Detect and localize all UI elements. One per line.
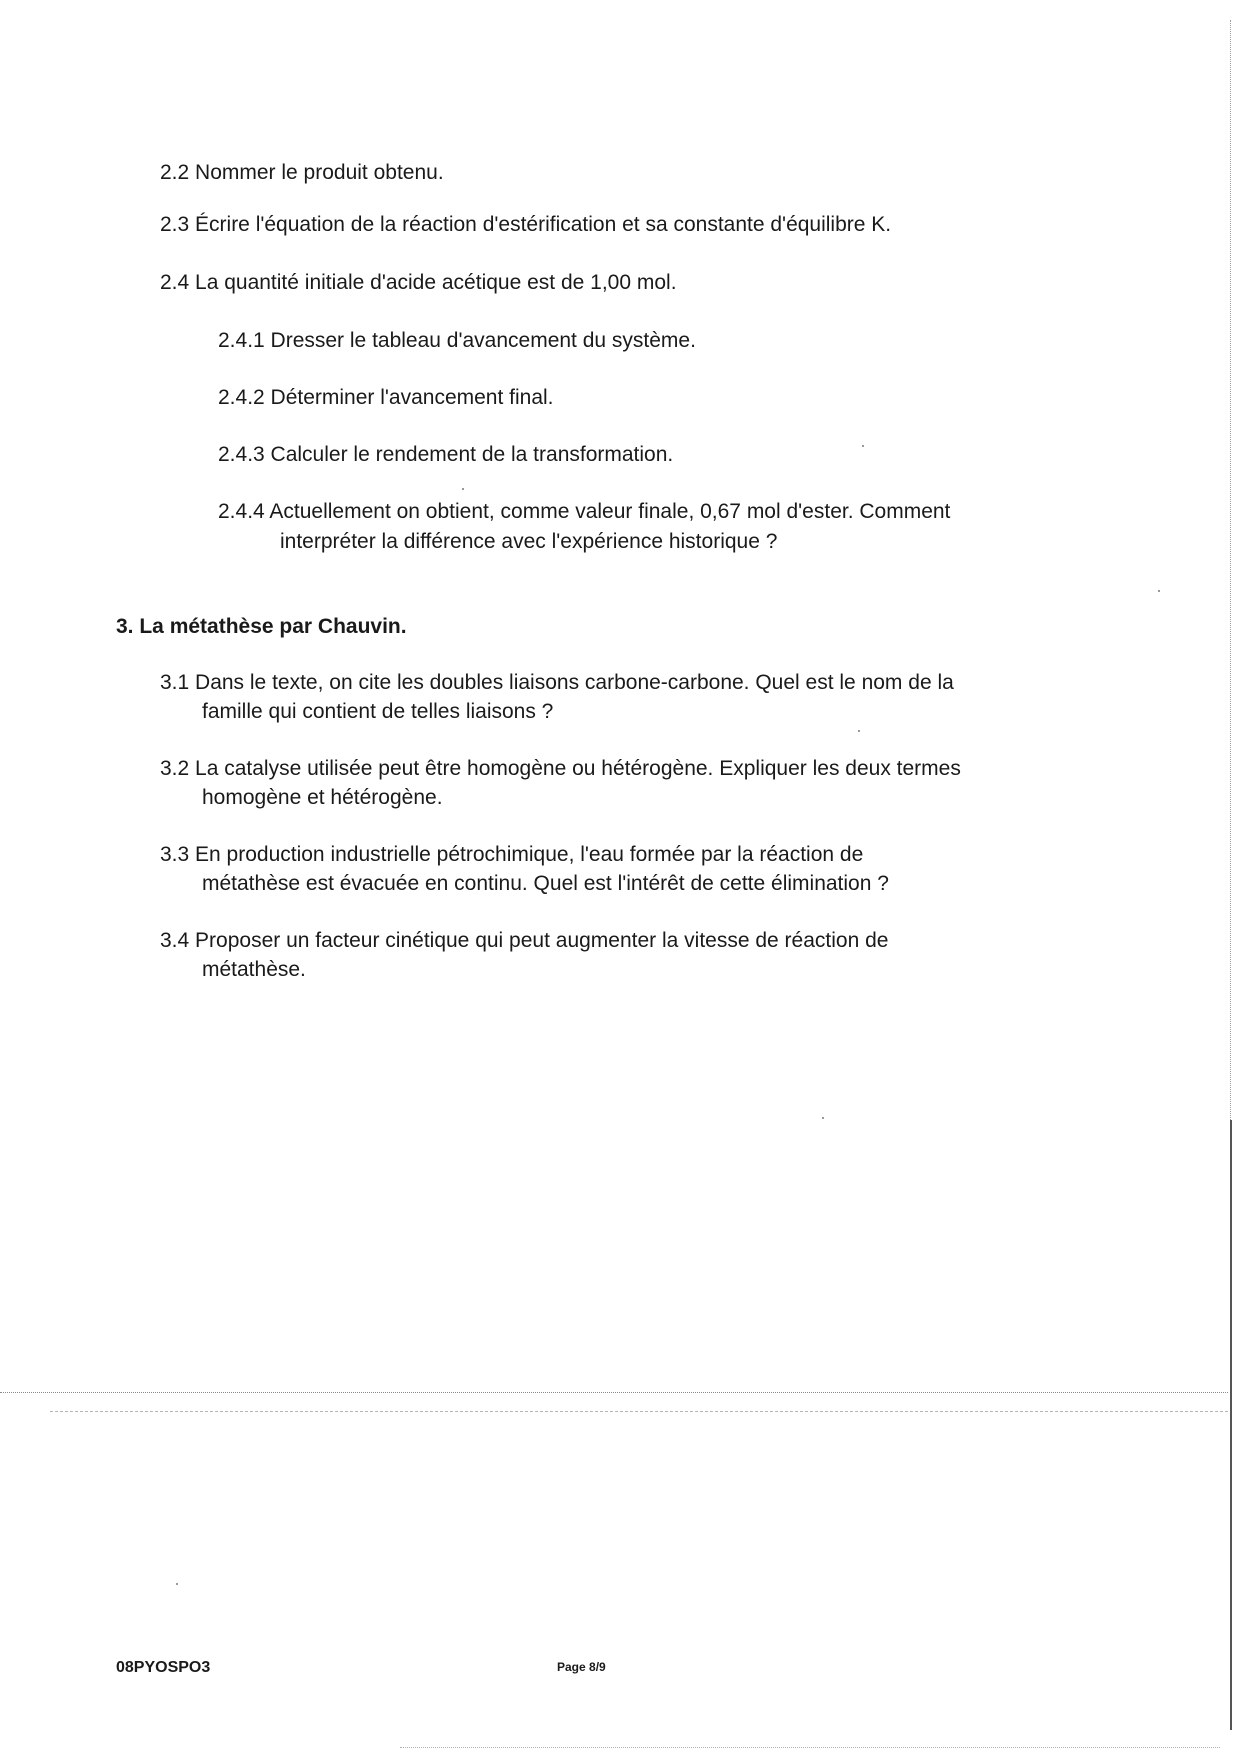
question-2-4-3: 2.4.3 Calculer le rendement de la transformation. <box>218 443 674 466</box>
question-2-4-1: 2.4.1 Dresser le tableau d'avancement du système. <box>218 329 696 352</box>
question-2-4-4-line-1: 2.4.4 Actuellement on obtient, comme valeur finale, 0,67 mol d'ester. Comment <box>218 500 951 523</box>
question-3-2-line-1: 3.2 La catalyse utilisée peut être homogène ou hétérogène. Expliquer les deux termes <box>160 757 961 780</box>
question-2-4: 2.4 La quantité initiale d'acide acétique est de 1,00 mol. <box>160 271 677 294</box>
scan-speck <box>462 488 464 490</box>
footer-page-number: Page 8/9 <box>557 1660 606 1674</box>
question-3-4-line-2: métathèse. <box>202 958 306 981</box>
question-3-3-line-1: 3.3 En production industrielle pétrochimique, l'eau formée par la réaction de <box>160 843 864 866</box>
dotted-separator-lower <box>50 1411 1228 1412</box>
question-2-4-4-line-2: interpréter la différence avec l'expérience historique ? <box>280 530 778 553</box>
question-3-4-line-1: 3.4 Proposer un facteur cinétique qui peut augmenter la vitesse de réaction de <box>160 929 889 952</box>
scan-speck <box>862 445 864 447</box>
scan-speck <box>858 730 860 732</box>
question-3-1-line-1: 3.1 Dans le texte, on cite les doubles liaisons carbone-carbone. Quel est le nom de la <box>160 671 954 694</box>
dotted-separator-upper <box>0 1392 1228 1393</box>
question-2-2: 2.2 Nommer le produit obtenu. <box>160 161 444 184</box>
bottom-edge-dots <box>400 1747 1220 1748</box>
question-2-4-2: 2.4.2 Déterminer l'avancement final. <box>218 386 554 409</box>
section-3-heading: 3. La métathèse par Chauvin. <box>116 615 407 638</box>
scan-speck <box>822 1117 824 1119</box>
scan-speck <box>176 1583 178 1585</box>
question-2-3: 2.3 Écrire l'équation de la réaction d'estérification et sa constante d'équilibre K. <box>160 213 892 236</box>
right-margin-bar <box>1230 1120 1232 1730</box>
question-3-2-line-2: homogène et hétérogène. <box>202 786 443 809</box>
footer-document-code: 08PYOSPO3 <box>116 1659 211 1676</box>
scan-speck <box>1158 590 1160 592</box>
question-3-3-line-2: métathèse est évacuée en continu. Quel est l'intérêt de cette élimination ? <box>202 872 889 895</box>
question-3-1-line-2: famille qui contient de telles liaisons ? <box>202 700 554 723</box>
